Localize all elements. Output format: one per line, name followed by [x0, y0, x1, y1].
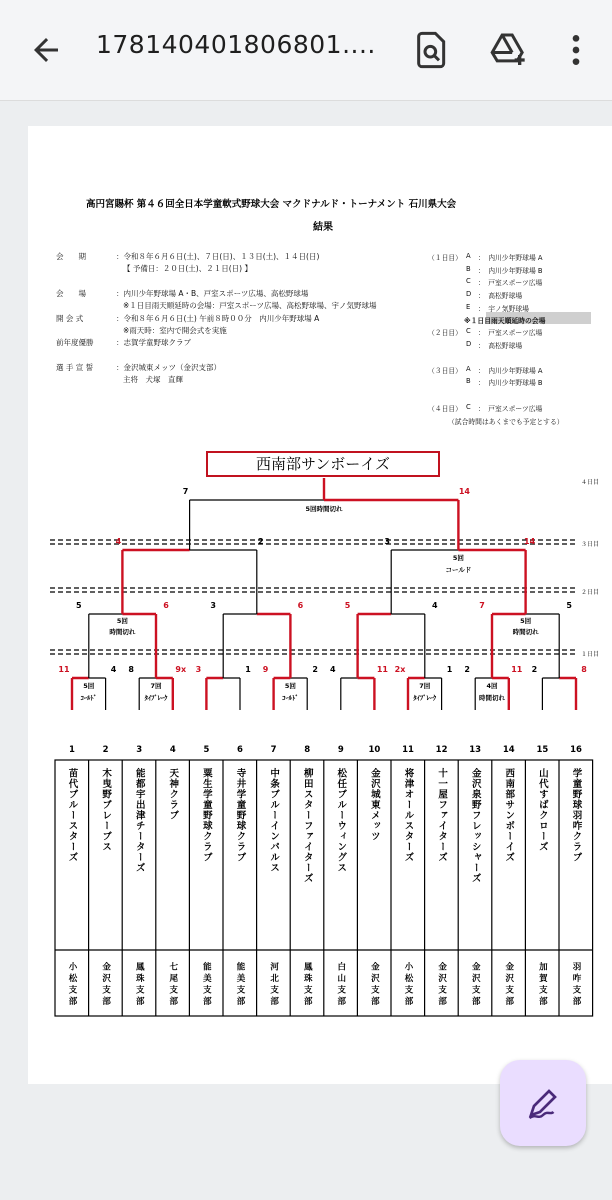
team-name: 金沢泉野フレッシャーズ — [469, 768, 481, 884]
score-left: 5 — [76, 601, 82, 610]
search-document-icon[interactable] — [412, 30, 452, 70]
match-note: コールド — [445, 566, 472, 574]
info-value: ：志賀学童野球クラブ — [116, 338, 191, 347]
team-name: 天神クラブ — [167, 768, 179, 821]
match-note: 5回 — [520, 617, 532, 625]
match-note: ﾀｲﾌﾞﾚｰｸ — [144, 694, 168, 702]
info-value: ※雨天時：室内で開会式を実施 — [123, 326, 227, 335]
venue-code: C — [466, 327, 471, 335]
team-number: 4 — [169, 745, 176, 755]
score-left: 9 — [262, 665, 269, 674]
team-name: 粟生学童野球クラブ — [200, 768, 212, 863]
score-left: 5 — [344, 601, 351, 610]
score-left: 11 — [58, 665, 70, 674]
edit-fab[interactable] — [500, 1060, 586, 1146]
info-key: 選 手 宣 誓 — [56, 363, 94, 372]
tournament-bracket — [0, 470, 612, 1030]
day-label: ２日目 — [580, 589, 600, 596]
info-key: 開 会 式 — [56, 314, 84, 323]
info-value: 【 予備日：２０日(土)、２１日(日) 】 — [123, 264, 252, 273]
venue-name: ： 高松野球場 — [478, 342, 523, 350]
team-name: 十一屋ファイターズ — [436, 768, 448, 863]
team-branch: 金沢支部 — [436, 962, 447, 1008]
score-left: 2 — [464, 665, 470, 674]
team-branch: 小松支部 — [67, 962, 77, 1008]
team-number: 16 — [570, 745, 582, 755]
team-name: 苗代ブルースターズ — [66, 768, 78, 863]
venue-code: C — [466, 403, 471, 411]
match-note: 5回 — [452, 554, 464, 562]
info-value: ：令和８年６月６日(土) 午前８時００分 内川少年野球場 A — [116, 314, 320, 323]
score-left: 4 — [330, 665, 336, 674]
match-note: 5回 — [284, 682, 296, 690]
team-branch: 七尾支部 — [167, 962, 178, 1008]
team-branch: 金沢支部 — [470, 962, 481, 1008]
info-value: ：令和８年６月６日(土)、７日(日)、１３日(土)、１４日(日) — [116, 252, 320, 261]
venue-name: ： 内川少年野球場 A — [478, 367, 543, 375]
venue-code: D — [466, 290, 472, 298]
file-name: 178140401806801.... — [96, 30, 376, 59]
match-note: 5回 — [83, 682, 95, 690]
match-note: 5回時間切れ — [305, 505, 343, 513]
venue-code: B — [466, 377, 471, 385]
info-value: ：内川少年野球場 A・B、戸室スポーツ広場、高松野球場 — [116, 289, 309, 298]
match-note: 時間切れ — [512, 628, 539, 636]
score-right: 4 — [432, 601, 438, 610]
match-note: ﾀｲﾌﾞﾚｰｸ — [413, 694, 437, 702]
score-right: 11 — [376, 665, 388, 674]
team-branch: 羽咋支部 — [571, 962, 581, 1008]
document-title: 高円宮賜杯 第４６回全日本学童軟式野球大会 マクドナルド・トーナメント 石川県大会 — [86, 199, 457, 210]
team-branch: 能美支部 — [235, 962, 245, 1008]
info-value: ※１日目雨天順延時の会場：戸室スポーツ広場、高松野球場、宇ノ気野球場 — [123, 301, 377, 310]
team-number: 5 — [203, 745, 210, 755]
score-left: 8 — [128, 665, 134, 674]
venue-code: D — [466, 340, 472, 348]
venue-code: A — [466, 252, 471, 260]
match-note: 4回 — [486, 682, 498, 690]
score-right: 14 — [524, 537, 536, 546]
venue-name: ： 戸室スポーツ広場 — [478, 405, 543, 413]
venue-name: ： 戸室スポーツ広場 — [478, 279, 543, 287]
info-value: ：金沢城東メッツ（金沢支部） — [116, 363, 221, 372]
drive-add-icon[interactable] — [488, 30, 528, 70]
score-right: 9x — [175, 665, 187, 674]
team-branch: 金沢支部 — [369, 962, 380, 1008]
team-number: 9 — [337, 745, 344, 755]
match-note: 7回 — [150, 682, 162, 690]
back-arrow-icon[interactable] — [28, 32, 64, 68]
venue-name: ： 内川少年野球場 A — [478, 254, 543, 262]
score-right: 6 — [163, 601, 169, 610]
team-name: 木曳野ブレーブス — [100, 768, 112, 852]
team-branch: 小松支部 — [403, 962, 413, 1008]
venue-day: （１日目） — [428, 254, 462, 262]
match-note: ｺｰﾙﾄﾞ — [80, 694, 97, 702]
info-value: 主将 犬塚 直輝 — [123, 375, 183, 384]
score-right: 8 — [581, 665, 587, 674]
score-left: 3 — [210, 601, 216, 610]
team-number: 13 — [469, 745, 482, 755]
team-number: 7 — [270, 745, 277, 755]
score-right: 14 — [458, 487, 470, 496]
team-number: 10 — [368, 745, 381, 755]
team-name: 山代すばクローズ — [536, 768, 548, 852]
match-note: 時間切れ — [109, 628, 136, 636]
score-right: 1 — [446, 665, 453, 674]
team-branch: 鳳珠支部 — [134, 962, 145, 1008]
match-note: 5回 — [116, 617, 128, 625]
team-number: 1 — [69, 745, 75, 755]
info-key: 前年度優勝 — [56, 338, 94, 347]
more-options-icon[interactable] — [556, 30, 596, 70]
team-name: 金沢城東メッツ — [368, 768, 380, 842]
venue-name: ： 内川少年野球場 B — [478, 379, 543, 387]
venue-code: C — [466, 277, 471, 285]
team-number: 6 — [237, 745, 243, 755]
team-number: 12 — [435, 745, 448, 755]
team-number: 15 — [536, 745, 549, 755]
team-name: 中条ブルーインパルス — [268, 768, 280, 873]
team-number: 2 — [102, 745, 109, 755]
score-right: 5 — [566, 601, 572, 610]
score-right: 1 — [245, 665, 251, 674]
day-label: ４日目 — [580, 479, 600, 486]
app-bar — [0, 0, 612, 101]
match-note: ｺｰﾙﾄﾞ — [282, 694, 299, 702]
team-number: 14 — [502, 745, 515, 755]
venue-name: ※１日目雨天順延時の会場 — [464, 317, 546, 325]
day-label: １日目 — [580, 651, 600, 658]
venue-name: （試合時間はあくまでも予定とする） — [448, 418, 564, 426]
draw-pen-icon — [525, 1085, 561, 1121]
venue-day: （２日目） — [428, 329, 462, 337]
team-name: 能都宇出津チーターズ — [133, 768, 145, 873]
team-number: 8 — [304, 745, 311, 755]
team-number: 3 — [136, 745, 143, 755]
venue-code: E — [466, 303, 471, 311]
match-note: 7回 — [419, 682, 431, 690]
score-left: 2 — [531, 665, 538, 674]
score-right: 6 — [297, 601, 304, 610]
score-left: 4 — [115, 537, 122, 546]
team-number: 11 — [402, 745, 414, 755]
day-label: ３日目 — [580, 541, 600, 548]
score-left: 3 — [384, 537, 390, 546]
info-key: 会 期 — [56, 252, 86, 261]
team-branch: 金沢支部 — [503, 962, 514, 1008]
team-branch: 河北支部 — [268, 962, 279, 1008]
venue-name: ： 内川少年野球場 B — [478, 267, 543, 275]
info-key: 会 場 — [56, 289, 86, 298]
venue-name: ： 宇ノ気野球場 — [478, 305, 529, 313]
team-name: 柳田スターファイターズ — [301, 768, 313, 884]
score-right: 11 — [511, 665, 523, 674]
venue-code: B — [466, 265, 471, 273]
team-name: 松任ブルーウィングス — [335, 768, 347, 873]
score-left: 2x — [394, 665, 406, 674]
document-subtitle: 結果 — [313, 222, 333, 233]
score-right: 4 — [110, 665, 117, 674]
score-left: 3 — [195, 665, 202, 674]
team-branch: 鳳珠支部 — [302, 962, 313, 1008]
match-note: 時間切れ — [479, 694, 505, 702]
team-branch: 加賀支部 — [537, 962, 548, 1008]
score-left: 7 — [479, 601, 485, 610]
team-name: 学童野球羽咋クラブ — [570, 768, 582, 863]
team-name: 西南部サンボーイズ — [503, 768, 515, 863]
venue-day: （４日目） — [428, 405, 462, 413]
team-branch: 白山支部 — [335, 962, 346, 1008]
score-left: 7 — [182, 487, 189, 496]
team-branch: 能美支部 — [201, 962, 212, 1008]
champion-box: 西南部サンボーイズ — [206, 451, 440, 477]
venue-name: ： 戸室スポーツ広場 — [478, 329, 543, 337]
team-name: 将津オールスターズ — [402, 768, 414, 863]
venue-name: ： 高松野球場 — [478, 292, 523, 300]
venue-code: A — [466, 365, 471, 373]
venue-day: （３日目） — [428, 367, 462, 375]
score-right: 2 — [312, 665, 318, 674]
team-name: 寺井学童野球クラブ — [234, 768, 246, 863]
score-right: 2 — [258, 537, 264, 546]
team-branch: 金沢支部 — [100, 962, 111, 1008]
